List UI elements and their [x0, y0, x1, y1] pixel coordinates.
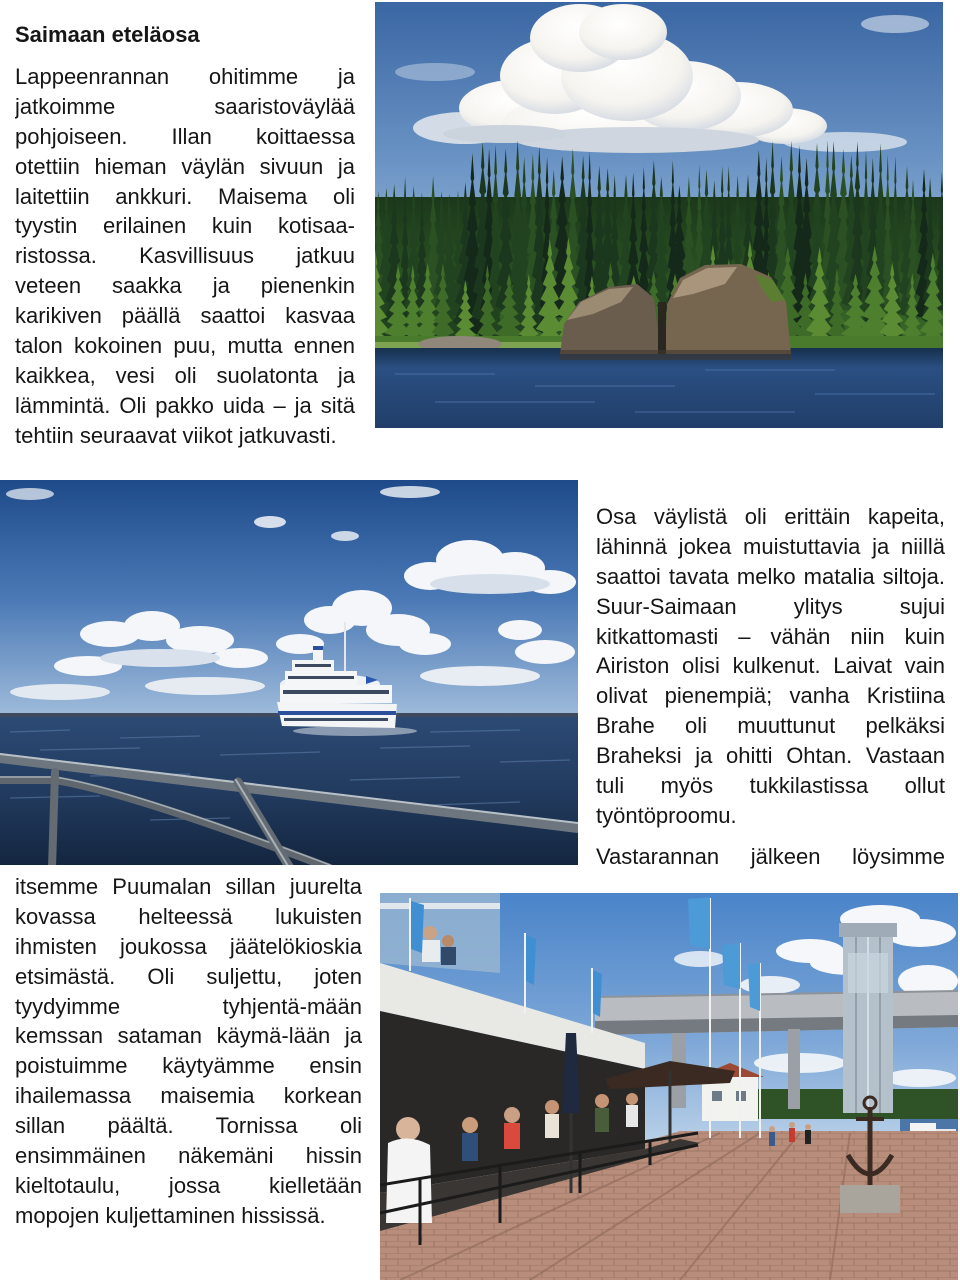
lake-forest-photo [375, 2, 943, 428]
text-line: itsemme Puumalan sillan juurelta [15, 874, 362, 899]
paragraph-1 [15, 62, 355, 451]
text-line: olivat pienempiä; vanha Kristiina [596, 683, 945, 709]
ferry-photo [0, 480, 578, 865]
text-line: ensimmäinen näkemäni hissin [15, 1143, 362, 1169]
text-line: veteen saakka ja pienenkin [15, 273, 355, 299]
text-line: ihmisten joukossa jäätelökioskia [15, 933, 362, 959]
paragraph-3-start [596, 842, 945, 872]
paragraph-2 [596, 502, 945, 831]
text-line: Vastarannan jälkeen löysimme [596, 844, 945, 869]
text-line: etsimästä. Oli suljettu, joten [15, 963, 362, 989]
text-line: sillan päältä. Tornissa oli [15, 1113, 362, 1139]
text-line: otettiin hieman väylän sivuun ja [15, 153, 355, 179]
text-line: lämmintä. Oli pakko uida – ja sitä [15, 392, 355, 418]
text-line: saattoi tavata melko matalia siltoja. [596, 563, 945, 589]
person [423, 926, 437, 940]
harbour-bridge-photo [380, 893, 958, 1280]
text-line: lähinnä jokea muistuttavia ja niillä [596, 533, 945, 559]
text-line: kitkattomasti – vähän niin kuin [596, 623, 945, 649]
text-line: pohjoiseen. Illan koittaessa [15, 123, 355, 149]
text-line: kovassa helteessä lukuisten [15, 903, 362, 929]
text-line: ristossa. Kasvillisuus jatkuu [15, 243, 355, 269]
section-heading: Saimaan eteläosa [15, 22, 200, 47]
text-line: jatkoimme saaristoväylää [15, 93, 355, 119]
text-line: ihailemassa maisemia korkean [15, 1083, 362, 1109]
text-line: kaikkea, vesi oli suolatonta ja [15, 362, 355, 388]
text-line: Suur-Saimaan ylitys sujui [596, 593, 945, 619]
text-line: talon kokoinen puu, mutta ennen [15, 333, 355, 359]
text-line: poistuimme käytyämme ensin [15, 1053, 362, 1079]
text-line: Airiston olisi kulkenut. Laivat vain [596, 653, 945, 679]
text-line: kemssan sataman käymä-lään ja [15, 1023, 362, 1049]
text-line: tuli myös tukkilastissa ollut [596, 773, 945, 799]
text-line: laitettiin ankkuri. Maisema oli [15, 183, 355, 209]
text-line: Lappeenrannan ohitimme ja [15, 64, 355, 89]
text-line: Osa väylistä oli erittäin kapeita, [596, 504, 945, 529]
text-line: Brahe oli muuttunut pelkäksi [596, 713, 945, 739]
text-line: karikiven päällä saattoi kasvaa [15, 303, 355, 329]
text-line: työntöproomu. [596, 802, 737, 828]
person [442, 935, 454, 947]
text-line: tyydyimme tyhjentä-mään [15, 993, 362, 1019]
paragraph-3-continued [15, 872, 362, 1231]
text-line: tehtiin seuraavat viikot jatkuvasti. [15, 422, 337, 448]
text-line: mopojen kuljettaminen hississä. [15, 1202, 326, 1228]
text-line: kieltotaulu, jossa kielletään [15, 1172, 362, 1198]
boulder-reflection [560, 350, 791, 360]
text-line: Braheksi ja ohitti Ohtan. Vastaan [596, 743, 945, 769]
text-line: tyystin erilainen kuin kotisaa- [15, 213, 355, 239]
lift-tower [839, 923, 897, 1113]
